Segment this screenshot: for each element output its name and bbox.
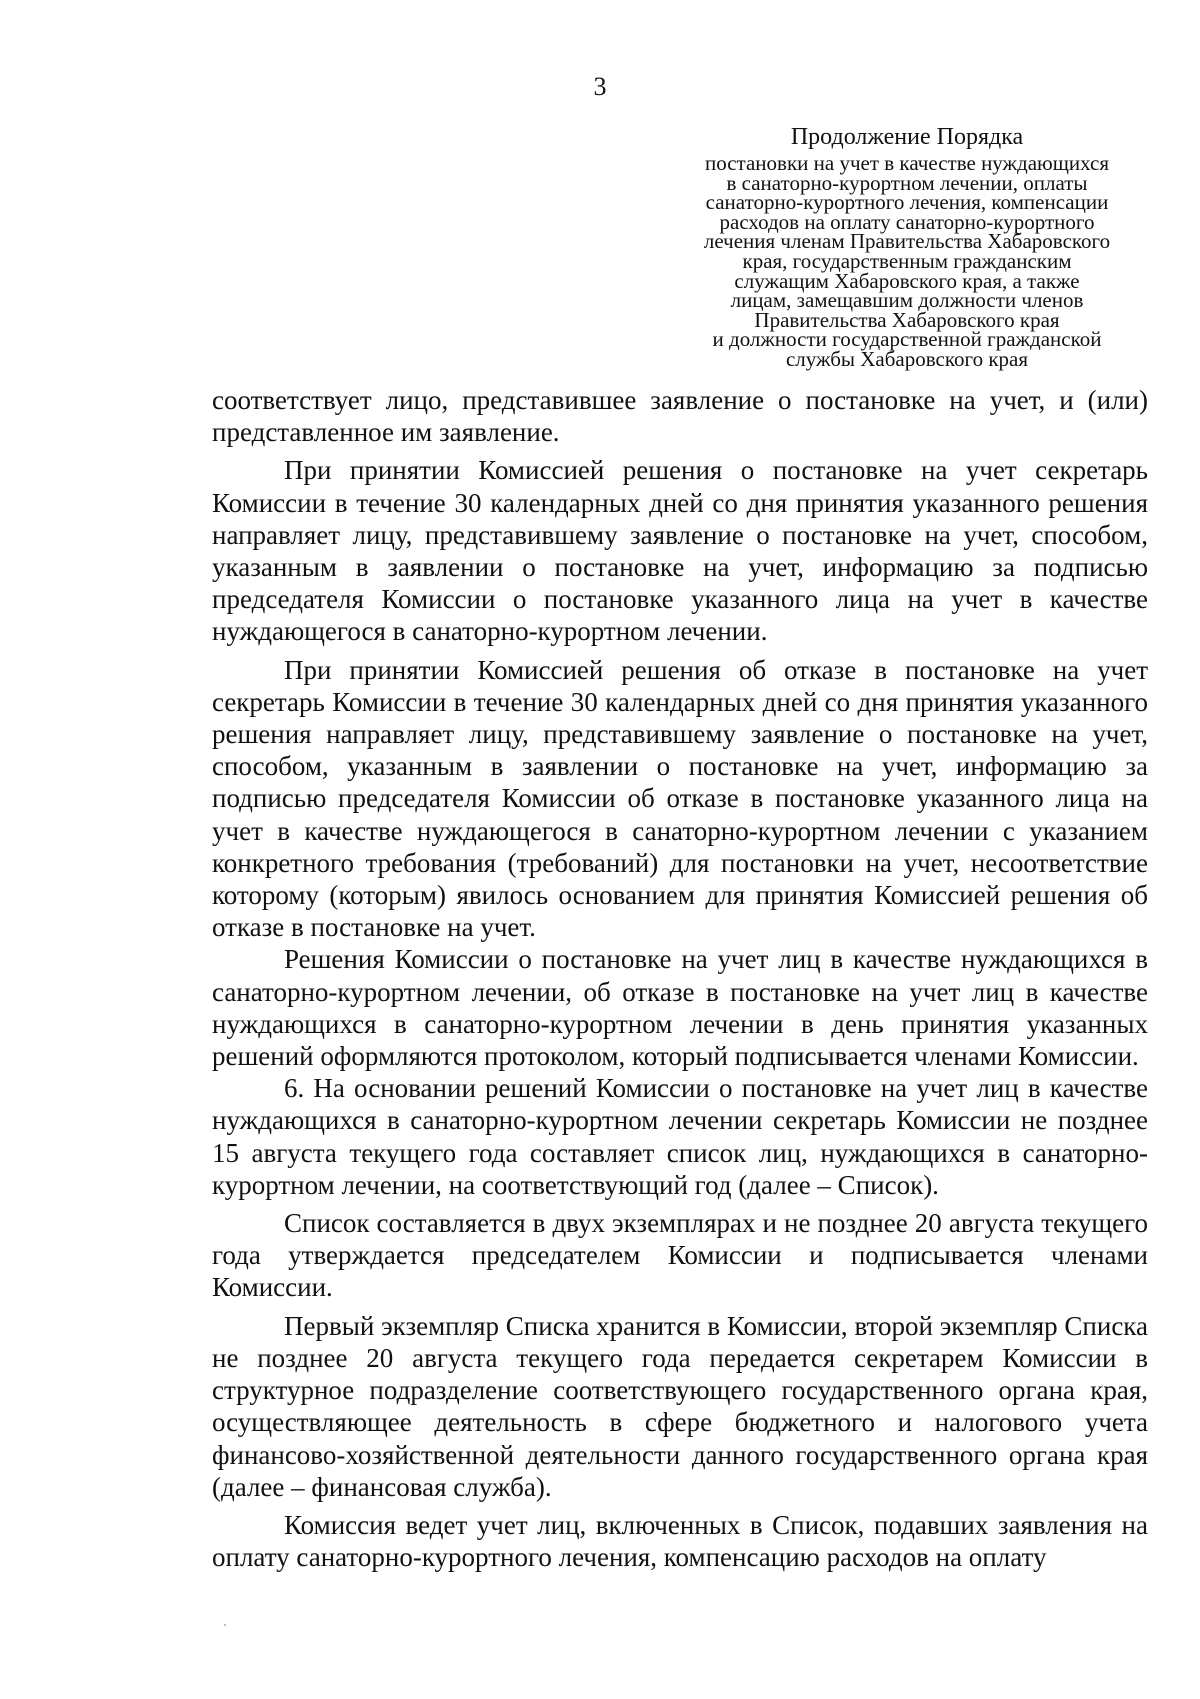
paragraph: Первый экземпляр Списка хранится в Комиссии, второй экземпляр Списка не позднее 20 августа текущего года передается секретарем Комиссии в структурное подразделение соответствующего государственного органа края, осуществляющее деятельность в сфере бюджетного и налогового учета финансово-хозяйственной деятельности данного государственного органа края (далее – финансовая служба). <box>212 1310 1148 1502</box>
paragraph-item-6: 6. На основании решений Комиссии о постановке на учет лиц в качестве нуждающихся в санаторно-курортном лечении секретарь Комиссии не позднее 15 августа текущего года составляет список лиц, нуждающихся в санаторно-курортном лечении, на соответствующий год (далее – Список). <box>212 1073 1148 1200</box>
paragraph: Комиссия ведет учет лиц, включенных в Список, подавших заявления на оплату санаторно-курортного лечения, компенсацию расходов на оплату <box>212 1509 1148 1573</box>
paragraph: Решения Комиссии о постановке на учет лиц в качестве нуждающихся в санаторно-курортном лечении, об отказе в постановке на учет лиц в качестве нуждающихся в санаторно-курортном лечении в день принятия указанных решений оформляются протоколом, который подписывается членами Комиссии. <box>212 944 1148 1072</box>
paragraph: При принятии Комиссией решения о постановке на учет секретарь Комиссии в течение 30 календарных дней со дня принятия указанного решения направляет лицу, представившему заявление о постановке на учет, способом, указанным в заявлении о постановке на учет, информацию за подписью председателя Комиссии о постановке указанного лица на учет в качестве нуждающегося в санаторно-курортном лечении. <box>212 455 1148 647</box>
header-line: лицам, замещавшим должности членов <box>730 288 1084 313</box>
header-line: и должности государственной гражданской <box>712 327 1102 352</box>
header-line: санаторно-курортного лечения, компенсации <box>705 190 1109 215</box>
header-line: расходов на оплату санаторно-курортного <box>719 209 1095 234</box>
document-header <box>672 122 1142 370</box>
header-line: лечения членам Правительства Хабаровского <box>703 229 1111 254</box>
page-number: 3 <box>593 72 607 101</box>
document-body <box>212 384 1148 1573</box>
header-line: служащим Хабаровского края, а также <box>734 268 1080 293</box>
header-line: в санаторно-курортном лечении, оплаты <box>726 170 1088 195</box>
header-title: Продолжение Порядка <box>790 124 1024 150</box>
paragraph: Список составляется в двух экземплярах и не позднее 20 августа текущего года утверждается председателем Комиссии и подписывается членами Комиссии. <box>212 1208 1148 1303</box>
paragraph-continuation: соответствует лицо, представившее заявление о постановке на учет, и (или) представленное им заявление. <box>212 385 1148 448</box>
paragraph: При принятии Комиссией решения об отказе в постановке на учет секретарь Комиссии в течение 30 календарных дней со дня принятия указанного решения направляет лицу, представившему заявление о постановке на учет, способом, указанным в заявлении о постановке на учет, информацию за подписью председателя Комиссии об отказе в постановке указанного лица на учет в качестве нуждающегося в санаторно-курортном лечении с указанием конкретного требования (требований) для постановки на учет, несоответствие которому (которым) явилось основанием для принятия Комиссией решения об отказе в постановке на учет. <box>212 654 1148 943</box>
header-line: края, государственным гражданским <box>742 248 1072 273</box>
scan-artifact <box>224 1624 226 1626</box>
header-line: Правительства Хабаровского края <box>754 307 1060 332</box>
header-line: постановки на учет в качестве нуждающихся <box>704 151 1110 175</box>
header-line: службы Хабаровского края <box>785 346 1029 371</box>
